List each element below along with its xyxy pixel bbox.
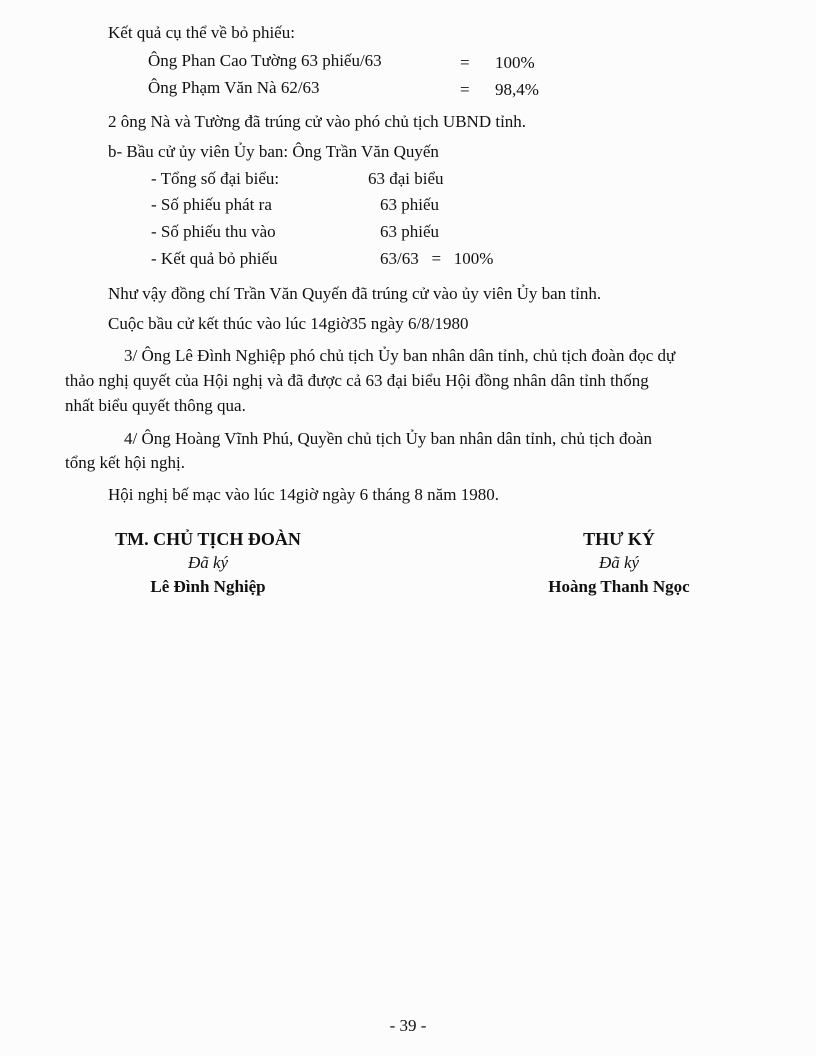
resolution-paragraph: 3/ Ông Lê Đình Nghiệp phó chủ tịch Ủy ban nhân dân tỉnh, chủ tịch đoàn đọc dự — [124, 346, 676, 365]
vote-row-percent: 98,4% — [495, 80, 539, 99]
vote-row-equals: = — [460, 80, 470, 99]
resolution-paragraph: nhất biểu quyết thông qua. — [65, 396, 246, 415]
stat-value: 63 phiếu — [380, 195, 440, 214]
closing-text: Hội nghị bế mạc vào lúc 14giờ ngày 6 tháng 8 năm 1980. — [108, 485, 499, 504]
signature-block-right — [469, 527, 769, 599]
stat-value: 63 phiếu — [380, 222, 440, 241]
signature-name: Hoàng Thanh Ngọc — [548, 577, 690, 596]
stat-label: - Số phiếu thu vào — [151, 222, 276, 241]
summary-paragraph: tổng kết hội nghị. — [65, 453, 185, 472]
signature-name: Lê Đình Nghiệp — [150, 577, 266, 596]
stat-label: - Số phiếu phát ra — [151, 195, 272, 214]
vote-row-name: Ông Phan Cao Tường 63 phiếu/63 — [148, 51, 382, 70]
election-end-text: Cuộc bầu cử kết thúc vào lúc 14giờ35 ngày 6/8/1980 — [108, 314, 469, 333]
member-election-heading: b- Bầu cử ủy viên Ủy ban: Ông Trần Văn Quyến — [108, 142, 439, 161]
stat-label: - Kết quả bỏ phiếu — [151, 249, 278, 268]
signature-title: TM. CHỦ TỊCH ĐOÀN — [115, 529, 301, 549]
stat-value: 63 đại biểu — [368, 169, 444, 188]
summary-paragraph: 4/ Ông Hoàng Vĩnh Phú, Quyền chủ tịch Ủy ban nhân dân tỉnh, chủ tịch đoàn — [124, 429, 653, 448]
elected-member-text: Như vậy đồng chí Trần Văn Quyến đã trúng cử vào ủy viên Ủy ban tỉnh. — [108, 284, 602, 303]
resolution-paragraph: thảo nghị quyết của Hội nghị và đã được cả 63 đại biểu Hội đồng nhân dân tỉnh thống — [65, 371, 649, 390]
vote-row-percent: 100% — [495, 53, 535, 72]
elected-vice-text: 2 ông Nà và Tường đã trúng cử vào phó chủ tịch UBND tỉnh. — [108, 112, 527, 131]
page-number: - 39 - — [389, 1016, 427, 1035]
stat-label: - Tổng số đại biểu: — [151, 169, 280, 188]
signature-status: Đã ký — [598, 553, 640, 572]
stat-value: 63/63 = 100% — [380, 249, 494, 268]
vote-row-equals: = — [460, 53, 470, 72]
vote-row-name: Ông Phạm Văn Nà 62/63 — [148, 78, 320, 97]
vote-intro: Kết quả cụ thể về bỏ phiếu: — [108, 23, 295, 42]
signature-status: Đã ký — [187, 553, 229, 572]
signature-title: THƯ KÝ — [583, 529, 655, 549]
signature-block-left — [58, 527, 358, 599]
